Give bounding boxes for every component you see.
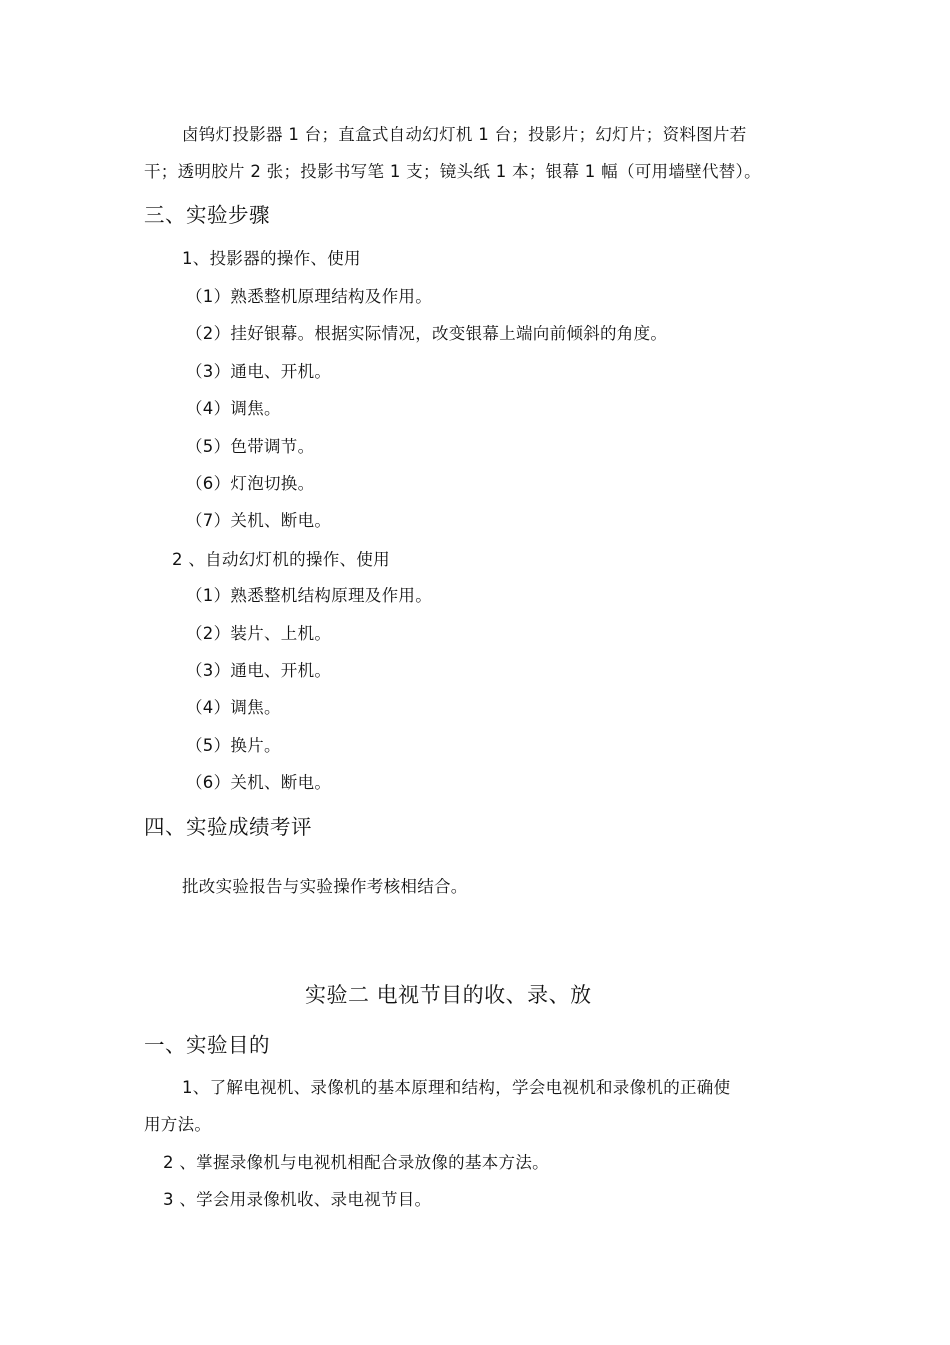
experiment-title: 实验二 电视节目的收、录、放 — [305, 983, 592, 1007]
materials-line-2: 干；透明胶片 2 张；投影书写笔 1 支；镜头纸 1 本；银幕 1 幅（可用墙壁代替）。 — [144, 162, 761, 181]
step-group-title-slide-projector: 2 、自动幻灯机的操作、使用 — [172, 550, 390, 569]
objective-item-1-line-1: 1、了解电视机、录像机的基本原理和结构，学会电视机和录像机的正确使 — [182, 1078, 731, 1097]
list-item: （7）关机、断电。 — [186, 511, 332, 530]
list-item: （6）关机、断电。 — [186, 773, 332, 792]
list-item: （3）通电、开机。 — [186, 362, 332, 381]
list-item: （1）熟悉整机原理结构及作用。 — [186, 287, 432, 306]
section-heading-objectives: 一、实验目的 — [144, 1033, 270, 1057]
step-group-title-projector: 1、投影器的操作、使用 — [182, 249, 361, 268]
list-item: （4）调焦。 — [186, 399, 281, 418]
list-item: （6）灯泡切换。 — [186, 474, 315, 493]
objective-item-3: 3 、学会用录像机收、录电视节目。 — [163, 1190, 432, 1209]
section-heading-steps: 三、实验步骤 — [144, 203, 270, 227]
list-item: （5）色带调节。 — [186, 437, 315, 456]
list-item: （1）熟悉整机结构原理及作用。 — [186, 586, 432, 605]
objective-item-1-line-2: 用方法。 — [144, 1115, 212, 1134]
objective-item-2: 2 、掌握录像机与电视机相配合录放像的基本方法。 — [163, 1153, 549, 1172]
materials-line-1: 卤钨灯投影器 1 台；直盒式自动幻灯机 1 台；投影片；幻灯片；资料图片若 — [182, 125, 747, 144]
list-item: （2）装片、上机。 — [186, 624, 332, 643]
list-item: （3）通电、开机。 — [186, 661, 332, 680]
list-item: （4）调焦。 — [186, 698, 281, 717]
list-item: （2）挂好银幕。根据实际情况，改变银幕上端向前倾斜的角度。 — [186, 324, 668, 343]
evaluation-text: 批改实验报告与实验操作考核相结合。 — [182, 877, 468, 896]
section-heading-evaluation: 四、实验成绩考评 — [144, 815, 312, 839]
list-item: （5）换片。 — [186, 736, 281, 755]
